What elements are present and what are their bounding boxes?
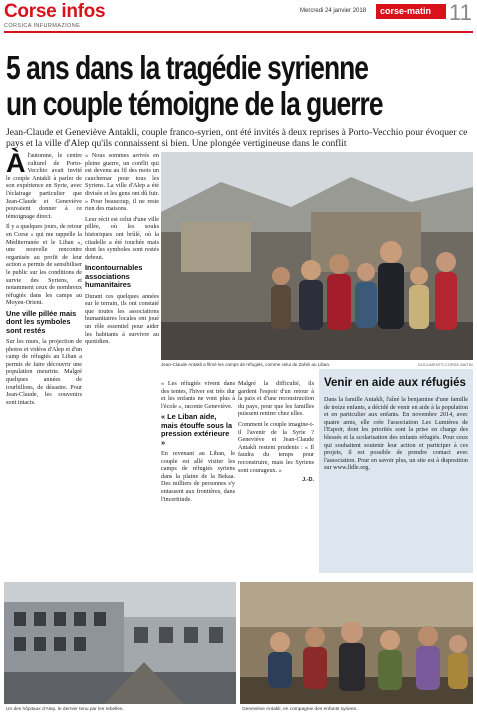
bottom-left-caption: Un des hôpitaux d'Alep, le dernier tenu par les rebelles. [6, 707, 124, 712]
headline-line-2: un couple témoigne de la guerre [6, 85, 383, 122]
paragraph: En revenant au Liban, le couple est allé visiter les camps de réfugiés syriens dans la plaine de la Bekaa. Des milliers de personnes s'y entassent aux frontières, dans l'incertitude. [161, 450, 235, 503]
article-column-3 [161, 380, 235, 506]
issue-date: Mercredi 24 janvier 2018 [300, 8, 367, 14]
paragraph: Leur récit est celui d'une ville pillée, où les souks historiques ont brûlé, où la citadelle a été touchée mais dont les symboles sont restés debout. [85, 215, 159, 261]
article-column-4 [238, 380, 314, 485]
paragraph: Malgré la difficulté, ils gardent l'espoir d'un retour à la paix et d'une reconstruction du pays, pour que les familles puissent rentrer chez elles. [238, 380, 314, 418]
article-column-1 [6, 148, 82, 409]
photo-aleppo-hospital [4, 582, 236, 704]
hospital-photo-illustration [4, 582, 236, 704]
bottom-right-caption: Geneviève Antakli, en compagnie des enfants syriens. [242, 707, 358, 712]
page-number: 11 [449, 0, 472, 25]
dropcap: À [6, 148, 26, 178]
sidebar-title: Venir en aide aux réfugiés [324, 377, 466, 389]
masthead-rule [4, 31, 473, 33]
paragraph: Sur les murs, la projection de photos et vidéos d'Alep et d'un camp de réfugiés au Liban a permis de faire découvrir une population meurtrie. Malgré quelques années de tourbillons, de désastre. Pour Jean-Claude, les souvenirs sont intacts. [6, 338, 82, 406]
children-photo-illustration [240, 582, 473, 704]
sidebar-box [319, 369, 473, 573]
paragraph: Comment le couple imagine-t-il l'avenir de la Syrie ? Geneviève et Jean-Claude Antakli restent prudents : « Il faudra du temps pour reconstruire, mais les Syriens sont courageux. » [238, 420, 314, 474]
pull-quote: « Le Liban aide, mais étouffe sous la pression extérieure » [161, 412, 233, 447]
sidebar-text: Dans la famille Antakli, l'aîné la benjamine d'une famille de treize enfants, a décidé de venir en aide à la population et en particulier aux enfants. En novembre 2014, avec quatre amis, elle crée l'association Les Lumières de l'Espoir, dont les priorités sont la prise en charge des blessés et la scolarisation des enfants réfugiés. Pour ceux qui souhaitent soutenir leur action et participer à ces projets, il est possible de prendre contact avec l'association. Pour en savoir plus, un site est à disposition sur www.lldle.org. [324, 396, 468, 472]
main-photo-illustration [161, 152, 473, 360]
masthead [0, 0, 477, 40]
main-photo-caption: Jean-Claude Antakli a filmé les camps de réfugiés, comme celui de Zahlé au Liban. [161, 362, 331, 367]
section-title: Corse infos [4, 1, 106, 22]
paragraph: Àl'automne, le centre culturel de Porto-Vecchio avait invité le couple Antakli à parler de son expérience en Syrie, avec l'éclairage particulier que Jean-Claude et Geneviève pouvaient donner à ce témoignage direct. [6, 148, 82, 220]
author-signature: J.-D. [302, 477, 314, 484]
section-header [4, 2, 105, 29]
article-column-2 [85, 152, 159, 349]
newspaper-brand: corse-matin [376, 4, 446, 19]
headline-line-1: 5 ans dans la tragédie syrienne [6, 49, 369, 86]
paragraph: Durant ces quelques années sur le terrain, ils ont constaté que toutes les associations humanitaires locales ont joué un rôle essentiel pour aider les habitants à survivre au quotidien. [85, 292, 159, 346]
headline [6, 50, 474, 122]
paragraph: « Nous sommes arrivés en pleine guerre, un conflit qui est devenu au fil des mois un cauchemar pour tous les Syriens. La ville d'Alep a été divisée et les gens ont dû fuir. » Pour beaucoup, il ne reste rien des maisons. [85, 152, 159, 213]
main-photo-refugee-children [161, 152, 473, 360]
paragraph: « Les réfugiés vivent dans des tentes, l'hiver est très dur et les enfants ne vont plus à l'école », raconte Geneviève. [161, 380, 235, 410]
standfirst: Jean-Claude et Geneviève Antakli, couple franco-syrien, ont été invités à deux reprises à Porto-Vecchio pour évoquer ce pays et la ville d'Alep qu'ils connaissent si bien. Une plongée vertigineuse dans le conflit [6, 127, 468, 149]
photo-genevieve-children [240, 582, 473, 704]
paragraph: Il y a quelques jours, de retour en Corse « qui me rappelle la Méditerranée et le Liban », une nouvelle rencontre organisée au profit de leur action a permis de sensibiliser le public sur les conditions de survie des Syriens, et notamment ceux de nombreux réfugiés dans les camps au Moyen-Orient. [6, 223, 82, 307]
subheading: Une ville pillée mais dont les symboles sont restés [6, 308, 77, 335]
subheading: Incontournables associations humanitaires [85, 263, 143, 290]
photo-credit: DOCUMENTS CORSE-MATIN [418, 362, 473, 367]
section-subtitle: CORSICA INFURMAZIONE [4, 23, 81, 29]
